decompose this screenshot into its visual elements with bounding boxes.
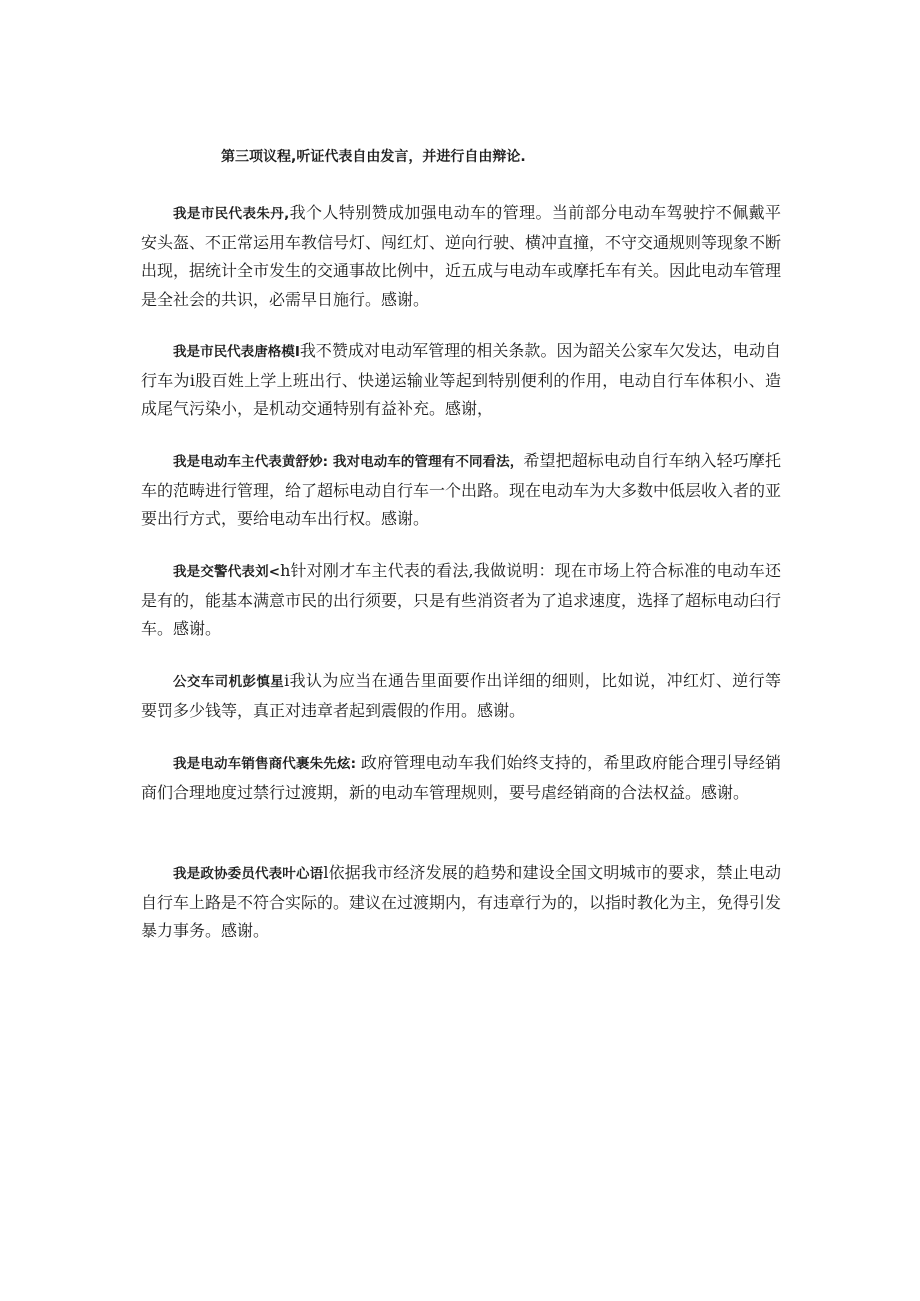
speaker-label: 我是市民代表唐格模I	[173, 344, 300, 360]
speaker-label: 我是市民代表朱丹,	[173, 206, 290, 222]
statement-text: 我不赞成对电动军管理的相关条款。因为韶关公家车欠发达，电动自行车为i股百姓上学上班出行、快递运输业等起到特别便利的作用，电动自行车体积小、造成尾气污染小，是机动交通特别有益补充。感谢，	[141, 341, 781, 418]
statement-paragraph-3	[141, 447, 781, 534]
statement-paragraph-6	[141, 749, 781, 807]
statement-paragraph-5	[141, 667, 781, 725]
agenda-heading: 第三项议程,听证代表自由发言，并进行自由辩论.	[221, 149, 526, 165]
statement-text: 我个人特别赞成加强电动车的管理。当前部分电动车驾驶拧不佩戴平安头盔、不正常运用车教信号灯、闯红灯、逆向行驶、横冲直撞，不守交通规则等现象不断出现，据统计全市发生的交通事故比例中，近五成与电动车或摩托车有关。因此电动车管理是全社会的共识，必需早日施行。感谢。	[141, 203, 782, 309]
speaker-label: 公交车司机彭慎星	[173, 674, 285, 690]
speaker-label: 我是电动车主代表黄舒妙: 我对电动车的管理有不同看法，	[173, 454, 524, 470]
statement-text: i我认为应当在通告里面要作出详细的细则，比如说，冲红灯、逆行等要罚多少钱等，真正对违章者起到震假的作用。感谢。	[141, 671, 782, 720]
statement-text: h针对刚才车主代表的看法,我做说明：现在市场上符合标准的电动车还是有的，能基本满意市民的出行须要，只是有些消资者为了追求速度，选择了超标电动臼行车。感谢。	[141, 561, 782, 638]
speaker-label: 我是交警代表刘<	[173, 564, 281, 580]
statement-text: 政府管理电动车我们始终支持的，希里政府能合理引导经销商们合理地度过禁行过渡期，新的电动车管理规则，要号虐经销商的合法权益。感谢。	[141, 753, 781, 802]
speaker-label: 我是政协委员代表叶心语	[173, 866, 324, 882]
statement-paragraph-1	[141, 199, 781, 314]
statement-text: l依据我市经济发展的趋势和建设全国文明城市的要求，禁止电动自行车上路是不符合实际的。建议在过渡期内，有违章行为的，以指时教化为主，免得引发暴力事务。感谢。	[141, 863, 782, 940]
statement-paragraph-4	[141, 557, 781, 644]
statement-paragraph-2	[141, 337, 781, 424]
speaker-label: 我是电动车销售商代裹朱先炫:	[173, 756, 361, 772]
statement-paragraph-7	[141, 859, 781, 946]
statement-text: 希望把超标电动自行车纳入轻巧摩托车的范畴进行管理，给了超标电动自行车一个出路。现在电动车为大多数中低层收入者的亚要出行方式，要给电动车出行权。感谢。	[141, 451, 782, 528]
